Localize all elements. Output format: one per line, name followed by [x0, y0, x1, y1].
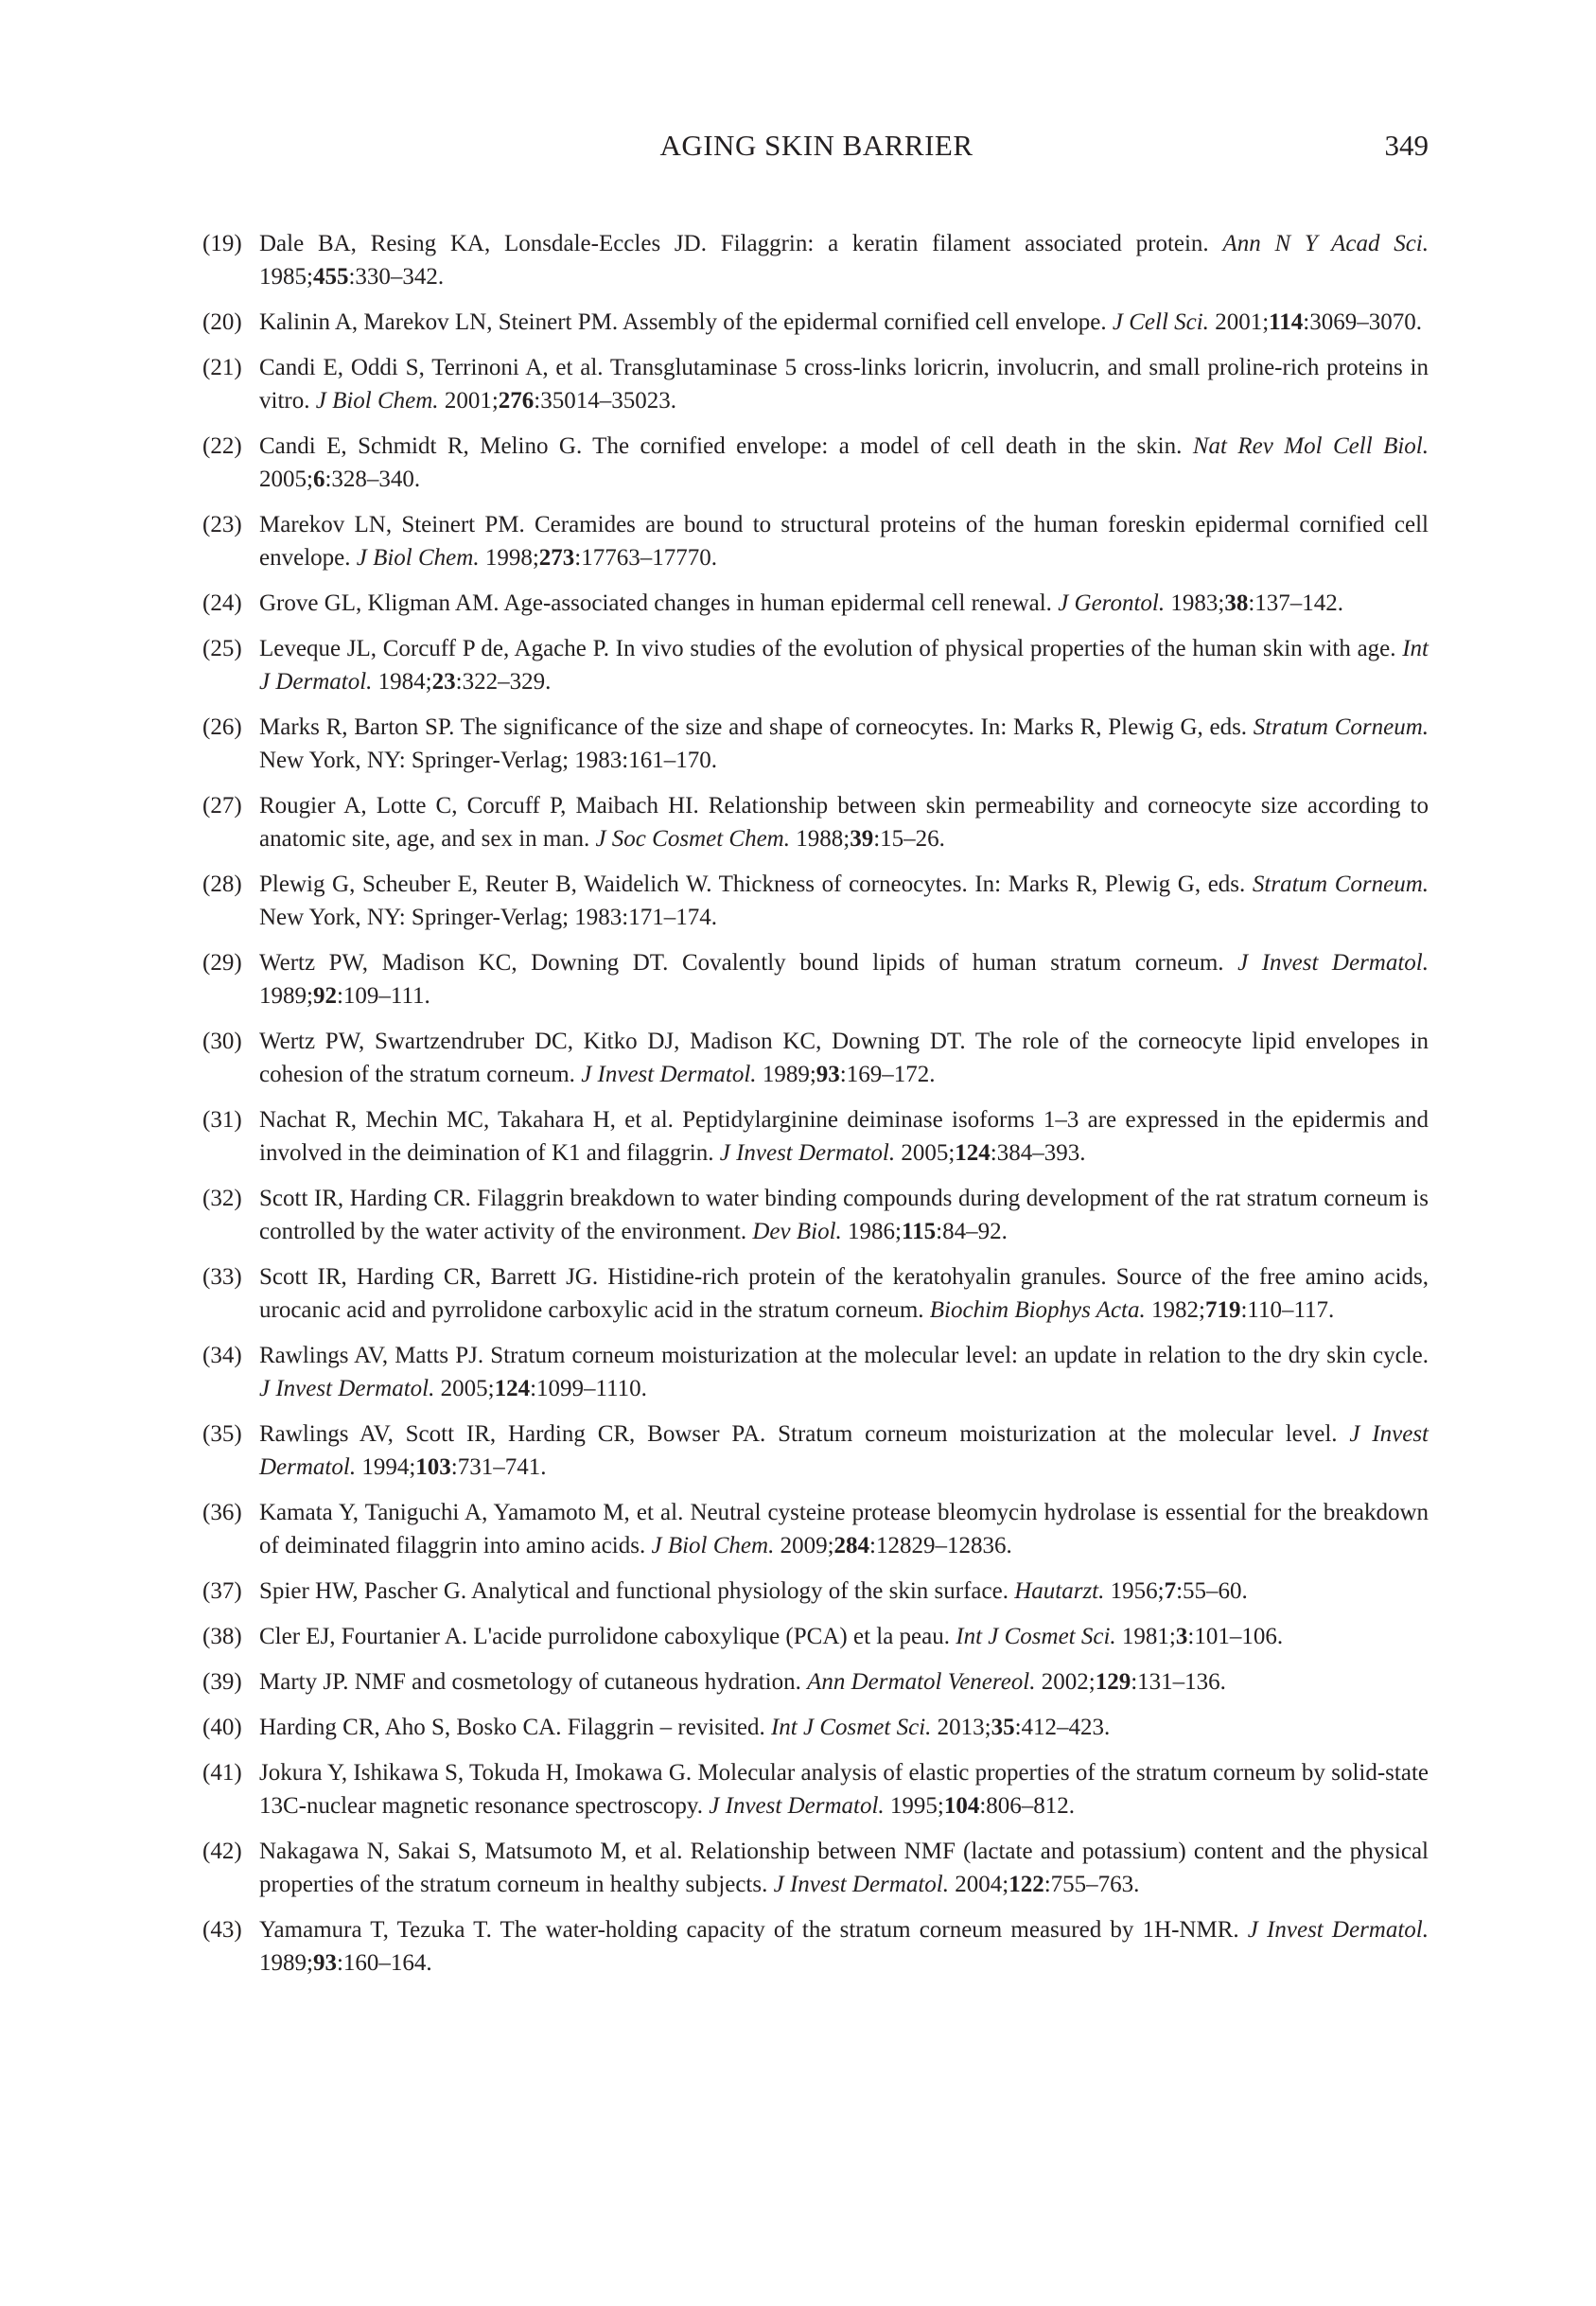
reference-text: :84–92. [936, 1219, 1008, 1244]
reference-entry [204, 1665, 1429, 1699]
reference-text: Marekov LN, Steinert PM. Ceramides are bound to structural proteins of the human foreskin epidermal cornified cell envelope. [259, 512, 1429, 571]
volume-number: 124 [955, 1140, 991, 1166]
journal-title: Ann Dermatol Venereol. [807, 1669, 1036, 1695]
volume-number: 115 [902, 1219, 937, 1244]
journal-title: Hautarzt. [1014, 1578, 1105, 1604]
reference-number: (22) [202, 433, 242, 459]
reference-text: Plewig G, Scheuber E, Reuter B, Waidelich W. Thickness of corneocytes. In: Marks R, Plewig G, eds. [259, 871, 1253, 897]
reference-text: :55–60. [1176, 1578, 1248, 1604]
reference-text: Cler EJ, Fourtanier A. L'acide purrolidone caboxylique (PCA) et la peau. [259, 1624, 956, 1649]
journal-title: J Biol Chem. [315, 388, 439, 414]
reference-number: (34) [202, 1343, 242, 1368]
reference-text: :3069–3070. [1303, 309, 1422, 335]
reference-text: 2005; [259, 466, 313, 492]
journal-title: Int J Cosmet Sci. [956, 1624, 1116, 1649]
volume-number: 38 [1224, 590, 1249, 616]
reference-text: :137–142. [1248, 590, 1344, 616]
reference-text: Marks R, Barton SP. The significance of the size and shape of corneocytes. In: Marks R, Plewig G, eds. [259, 714, 1254, 740]
volume-number: 129 [1095, 1669, 1131, 1695]
reference-text: :101–106. [1187, 1624, 1284, 1649]
reference-text: :160–164. [336, 1950, 432, 1976]
reference-entry [204, 1339, 1429, 1405]
journal-title: J Gerontol. [1058, 590, 1166, 616]
reference-text: Rawlings AV, Matts PJ. Stratum corneum moisturization at the molecular level: an update in relation to the dry skin cycle. [259, 1343, 1429, 1368]
reference-entry [204, 868, 1429, 934]
journal-title: J Invest Dermatol. [1247, 1917, 1429, 1943]
reference-text: Wertz PW, Swartzendruber DC, Kitko DJ, Madison KC, Downing DT. The role of the corneocyte lipid envelopes in cohesion of the stratum corneum. [259, 1029, 1429, 1087]
reference-text: 2005; [895, 1140, 956, 1166]
reference-text: Harding CR, Aho S, Bosko CA. Filaggrin – revisited. [259, 1715, 771, 1740]
reference-text: 1985; [259, 264, 313, 290]
reference-entry [204, 227, 1429, 293]
reference-text: :412–423. [1014, 1715, 1111, 1740]
reference-text: Spier HW, Pascher G. Analytical and functional physiology of the skin surface. [259, 1578, 1015, 1604]
reference-text: :12829–12836. [869, 1533, 1012, 1558]
reference-entry [204, 1575, 1429, 1608]
journal-title: J Invest Dermatol. [259, 1376, 435, 1401]
reference-number: (42) [202, 1839, 242, 1864]
reference-text: 2002; [1035, 1669, 1096, 1695]
reference-text: 1989; [259, 1950, 313, 1976]
reference-number: (37) [202, 1578, 242, 1604]
reference-text: :35014–35023. [534, 388, 676, 414]
reference-number: (28) [202, 871, 242, 897]
reference-text: :328–340. [324, 466, 421, 492]
reference-text: Nakagawa N, Sakai S, Matsumoto M, et al. Relationship between NMF (lactate and potassium) content and the physical properties of the stratum corneum in healthy subjects. [259, 1839, 1429, 1897]
reference-text: :755–763. [1044, 1872, 1140, 1897]
reference-text: Rougier A, Lotte C, Corcuff P, Maibach HI. Relationship between skin permeability and corneocyte size according to anatomic site, age, and sex in man. [259, 793, 1429, 852]
reference-text: 2009; [774, 1533, 834, 1558]
reference-number: (40) [202, 1715, 242, 1740]
reference-entry [204, 430, 1429, 496]
reference-text: 1988; [789, 826, 851, 852]
reference-entry [204, 946, 1429, 1012]
journal-title: J Invest Dermatol. [1237, 950, 1429, 976]
reference-text: 1984; [372, 669, 432, 695]
reference-text: 1989; [756, 1062, 816, 1087]
volume-number: 273 [538, 545, 575, 571]
volume-number: 455 [312, 264, 349, 290]
journal-title: J Invest Dermatol. [581, 1062, 757, 1087]
reference-list [204, 227, 1429, 1992]
reference-text: New York, NY: Springer-Verlag; 1983:161–170. [259, 748, 717, 773]
journal-title: Int J Cosmet Sci. [770, 1715, 932, 1740]
reference-entry [204, 1103, 1429, 1170]
volume-number: 93 [816, 1062, 840, 1087]
journal-title: J Invest Dermatol. [709, 1793, 885, 1819]
reference-text: Candi E, Oddi S, Terrinoni A, et al. Transglutaminase 5 cross-links loricrin, involucrin, and small proline-rich proteins in vitro. [259, 355, 1429, 414]
reference-number: (32) [202, 1186, 242, 1211]
reference-text: Kamata Y, Taniguchi A, Yamamoto M, et al. Neutral cysteine protease bleomycin hydrolase is essential for the breakdown of deiminated filaggrin into amino acids. [259, 1500, 1429, 1558]
journal-title: Nat Rev Mol Cell Biol. [1192, 433, 1429, 459]
reference-text: 1994; [356, 1454, 416, 1480]
reference-text: Wertz PW, Madison KC, Downing DT. Covalently bound lipids of human stratum corneum. [259, 950, 1238, 976]
reference-number: (38) [202, 1624, 242, 1649]
journal-title: Stratum Corneum. [1252, 871, 1429, 897]
reference-text: :322–329. [455, 669, 552, 695]
reference-text: 1982; [1145, 1297, 1205, 1323]
reference-entry [204, 1711, 1429, 1744]
reference-entry [204, 1496, 1429, 1562]
reference-text: 1981; [1115, 1624, 1176, 1649]
reference-text: Scott IR, Harding CR, Barrett JG. Histidine-rich protein of the keratohyalin granules. Source of the free amino acids, urocanic acid and pyrrolidone carboxylic acid in the stratum corneum. [259, 1264, 1429, 1323]
reference-number: (31) [202, 1107, 242, 1133]
reference-entry [204, 1417, 1429, 1484]
reference-number: (36) [202, 1500, 242, 1525]
reference-number: (43) [202, 1917, 242, 1943]
reference-number: (39) [202, 1669, 242, 1695]
reference-text: :109–111. [336, 983, 430, 1009]
reference-number: (35) [202, 1421, 242, 1447]
reference-entry [204, 351, 1429, 417]
reference-text: Nachat R, Mechin MC, Takahara H, et al. Peptidylarginine deiminase isoforms 1–3 are expressed in the epidermis and involved in the deimination of K1 and filaggrin. [259, 1107, 1429, 1166]
journal-title: Stratum Corneum. [1253, 714, 1429, 740]
running-title: AGING SKIN BARRIER [659, 129, 973, 162]
reference-entry [204, 1182, 1429, 1248]
reference-text: :330–342. [348, 264, 445, 290]
reference-text: 1995; [884, 1793, 944, 1819]
reference-text: :384–393. [990, 1140, 1086, 1166]
reference-text: 2013; [931, 1715, 991, 1740]
volume-number: 6 [312, 466, 325, 492]
journal-title: J Invest Dermatol. [719, 1140, 896, 1166]
volume-number: 92 [312, 983, 337, 1009]
reference-number: (41) [202, 1760, 242, 1786]
reference-text: 1998; [479, 545, 539, 571]
reference-number: (29) [202, 950, 242, 976]
volume-number: 93 [312, 1950, 337, 1976]
reference-text: 2004; [948, 1872, 1009, 1897]
journal-title: Ann N Y Acad Sci. [1222, 231, 1429, 256]
reference-text: Candi E, Schmidt R, Melino G. The cornified envelope: a model of cell death in the skin. [259, 433, 1193, 459]
volume-number: 719 [1204, 1297, 1241, 1323]
journal-title: J Biol Chem. [651, 1533, 775, 1558]
reference-text: :17763–17770. [574, 545, 717, 571]
reference-entry [204, 587, 1429, 620]
volume-number: 39 [850, 826, 874, 852]
reference-number: (25) [202, 636, 242, 661]
reference-number: (26) [202, 714, 242, 740]
reference-number: (20) [202, 309, 242, 335]
reference-text: Dale BA, Resing KA, Lonsdale-Eccles JD. Filaggrin: a keratin filament associated protein. [259, 231, 1223, 256]
reference-text: New York, NY: Springer-Verlag; 1983:171–174. [259, 905, 717, 930]
reference-text: Kalinin A, Marekov LN, Steinert PM. Assembly of the epidermal cornified cell envelope. [259, 309, 1113, 335]
journal-title: J Biol Chem. [356, 545, 480, 571]
running-header [204, 129, 1429, 167]
volume-number: 114 [1269, 309, 1304, 335]
reference-number: (24) [202, 590, 242, 616]
journal-title: J Invest Dermatol. [259, 1421, 1429, 1480]
volume-number: 3 [1175, 1624, 1188, 1649]
reference-text: :731–741. [450, 1454, 547, 1480]
reference-text: Rawlings AV, Scott IR, Harding CR, Bowser PA. Stratum corneum moisturization at the molecular level. [259, 1421, 1350, 1447]
reference-number: (21) [202, 355, 242, 380]
reference-number: (19) [202, 231, 242, 256]
reference-text: Jokura Y, Ishikawa S, Tokuda H, Imokawa G. Molecular analysis of elastic properties of the stratum corneum by solid-state 13C-nuclear magnetic resonance spectroscopy. [259, 1760, 1429, 1819]
reference-entry [204, 1835, 1429, 1901]
reference-text: 1986; [841, 1219, 902, 1244]
reference-text: :806–812. [979, 1793, 1076, 1819]
reference-text: 2005; [434, 1376, 495, 1401]
reference-text: :15–26. [873, 826, 945, 852]
reference-entry [204, 711, 1429, 777]
reference-text: Grove GL, Kligman AM. Age-associated changes in human epidermal cell renewal. [259, 590, 1059, 616]
reference-number: (23) [202, 512, 242, 537]
reference-entry [204, 1620, 1429, 1653]
journal-title: Biochim Biophys Acta. [929, 1297, 1146, 1323]
reference-entry [204, 1913, 1429, 1980]
reference-text: 2001; [438, 388, 499, 414]
reference-entry [204, 1025, 1429, 1091]
journal-title: Dev Biol. [752, 1219, 842, 1244]
journal-title: J Cell Sci. [1112, 309, 1209, 335]
volume-number: 124 [494, 1376, 531, 1401]
volume-number: 276 [498, 388, 535, 414]
reference-text: :110–117. [1240, 1297, 1335, 1323]
reference-text: 1983; [1165, 590, 1225, 616]
reference-text: 2001; [1208, 309, 1270, 335]
reference-text: :169–172. [839, 1062, 936, 1087]
volume-number: 23 [431, 669, 456, 695]
reference-number: (30) [202, 1029, 242, 1054]
reference-number: (27) [202, 793, 242, 819]
reference-number: (33) [202, 1264, 242, 1290]
volume-number: 122 [1008, 1872, 1044, 1897]
journal-title: J Soc Cosmet Chem. [595, 826, 790, 852]
reference-entry [204, 632, 1429, 698]
reference-entry [204, 1756, 1429, 1822]
reference-entry [204, 508, 1429, 574]
page-number: 349 [1384, 129, 1429, 162]
reference-entry [204, 789, 1429, 855]
volume-number: 284 [833, 1533, 870, 1558]
reference-text: Leveque JL, Corcuff P de, Agache P. In vivo studies of the evolution of physical properties of the human skin with age. [259, 636, 1403, 661]
journal-title: Int J Dermatol. [259, 636, 1429, 695]
reference-entry [204, 306, 1429, 339]
reference-text: :1099–1110. [530, 1376, 647, 1401]
volume-number: 103 [415, 1454, 451, 1480]
volume-number: 104 [943, 1793, 980, 1819]
volume-number: 7 [1164, 1578, 1177, 1604]
reference-text: 1956; [1104, 1578, 1165, 1604]
reference-text: :131–136. [1131, 1669, 1226, 1695]
reference-entry [204, 1260, 1429, 1327]
reference-text: Scott IR, Harding CR. Filaggrin breakdown to water binding compounds during development of the rat stratum corneum is controlled by the water activity of the environment. [259, 1186, 1429, 1244]
reference-text: Yamamura T, Tezuka T. The water-holding capacity of the stratum corneum measured by 1H-NMR. [259, 1917, 1248, 1943]
journal-title: J Invest Dermatol. [773, 1872, 949, 1897]
reference-text: Marty JP. NMF and cosmetology of cutaneous hydration. [259, 1669, 808, 1695]
reference-text: 1989; [259, 983, 313, 1009]
volume-number: 35 [991, 1715, 1015, 1740]
